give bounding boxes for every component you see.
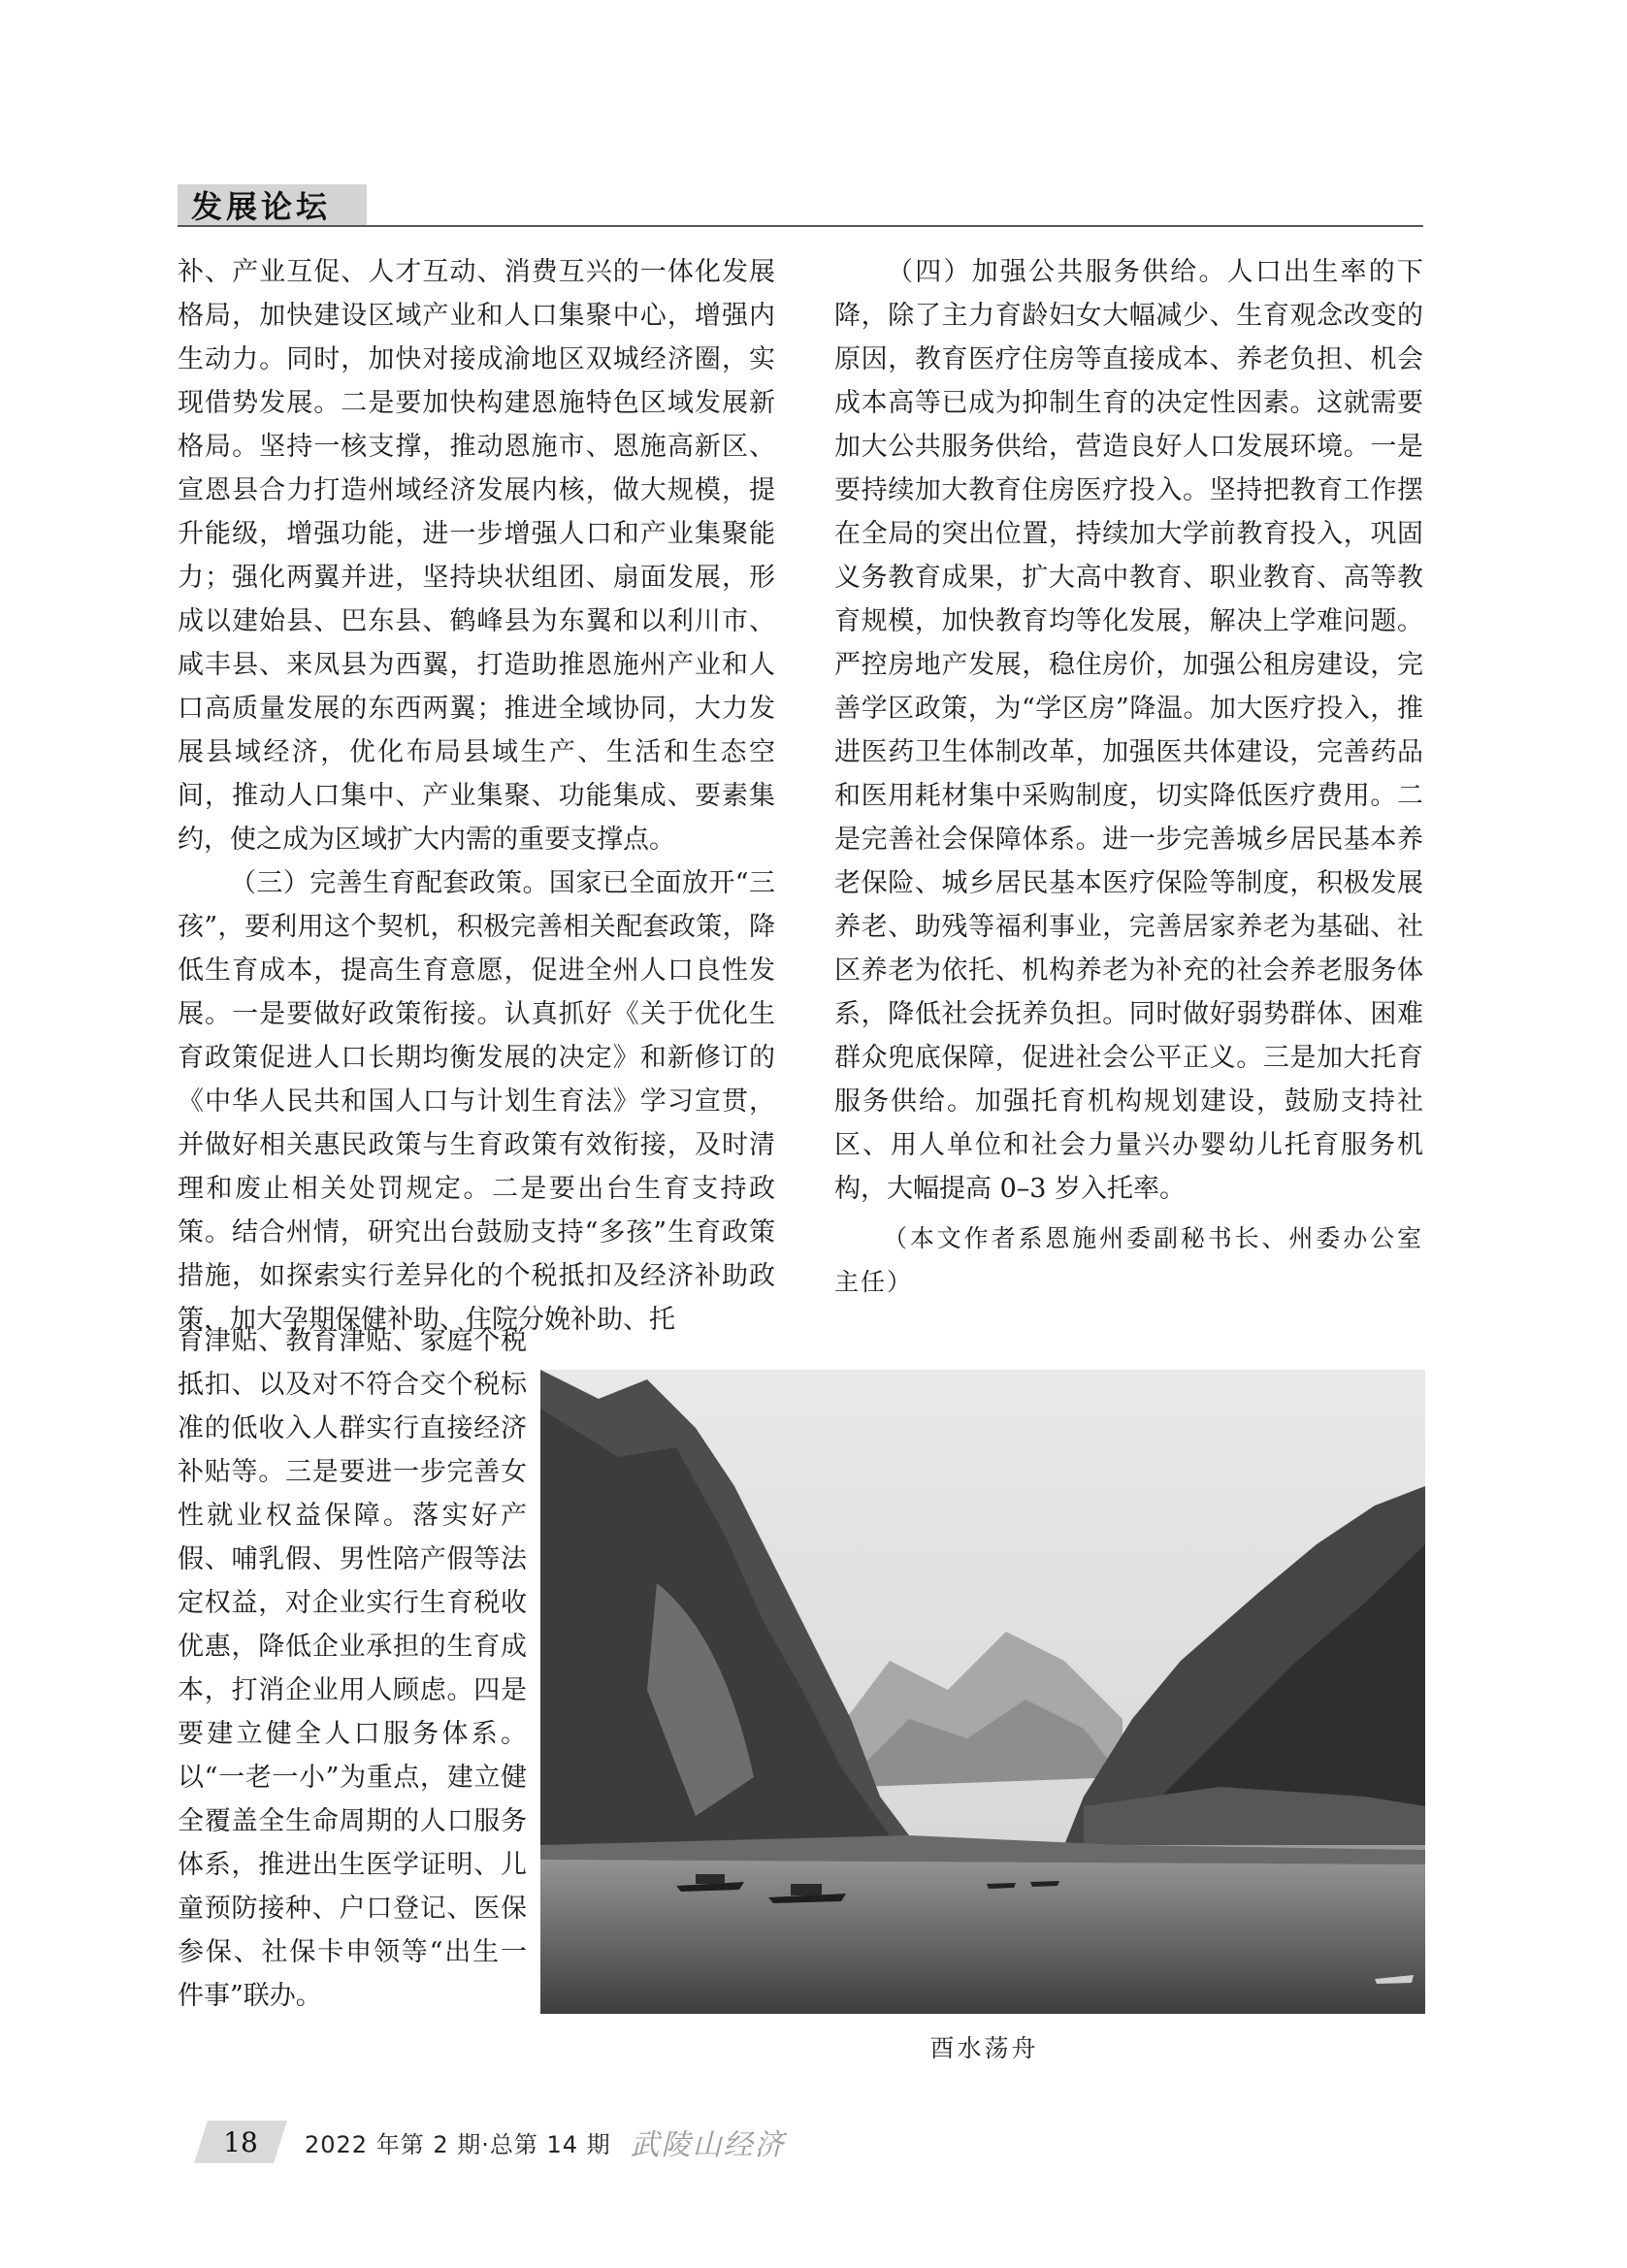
left-column <box>178 250 775 1342</box>
right-column <box>834 250 1423 1304</box>
paragraph: （四）加强公共服务供给。人口出生率的下降，除了主力育龄妇女大幅减少、生育观念改变的原因，教育医疗住房等直接成本、养老负担、机会成本高等已成为抑制生育的决定性因素。这就需要加大公共服务供给，营造良好人口发展环境。一是要持续加大教育住房医疗投入。坚持把教育工作摆在全局的突出位置，持续加大学前教育投入，巩固义务教育成果，扩大高中教育、职业教育、高等教育规模，加快教育均等化发展，解决上学难问题。严控房地产发展，稳住房价，加强公租房建设，完善学区政策，为“学区房”降温。加大医疗投入，推进医药卫生体制改革，加强医共体建设，完善药品和医用耗材集中采购制度，切实降低医疗费用。二是完善社会保障体系。进一步完善城乡居民基本养老保险、城乡居民基本医疗保险等制度，积极发展养老、助残等福利事业，完善居家养老为基础、社区养老为依托、机构养老为补充的社会养老服务体系，降低社会抚养负担。同时做好弱势群体、困难群众兜底保障，促进社会公平正义。三是加大托育服务供给。加强托育机构规划建设，鼓励支持社区、用人单位和社会力量兴办婴幼儿托育服务机构，大幅提高 0–3 岁入托率。 <box>834 257 1423 1204</box>
paragraph: 育津贴、教育津贴、家庭个税抵扣、以及对不符合交个税标准的低收入人群实行直接经济补贴等。三是要进一步完善女性就业权益保障。落实好产假、哺乳假、男性陪产假等法定权益，对企业实行生育税收优惠，降低企业承担的生育成本，打消企业用人顾虑。四是要建立健全人口服务体系。以“一老一小”为重点，建立健全覆盖全生命周期的人口服务体系，推进出生医学证明、儿童预防接种、户口登记、医保参保、社保卡申领等“出生一件事”联办。 <box>178 1326 527 2011</box>
issue-info: 2022 年第 2 期·总第 14 期 <box>305 2130 611 2158</box>
page-footer <box>194 2115 786 2169</box>
paragraph: 补、产业互促、人才互动、消费互兴的一体化发展格局，加快建设区域产业和人口集聚中心，增强内生动力。同时，加快对接成渝地区双城经济圈，实现借势发展。二是要加快构建恩施特色区域发展新格局。坚持一核支撑，推动恩施市、恩施高新区、宣恩县合力打造州域经济发展内核，做大规模，提升能级，增强功能，进一步增强人口和产业集聚能力；强化两翼并进，坚持块状组团、扇面发展，形成以建始县、巴东县、鹤峰县为东翼和以利川市、咸丰县、来凤县为西翼，打造助推恩施州产业和人口高质量发展的东西两翼；推进全域协同，大力发展县域经济，优化布局县域生产、生活和生态空间，推动人口集中、产业集聚、功能集成、要素集约，使之成为区域扩大内需的重要支撑点。 <box>178 257 775 855</box>
journal-logo: 武陵山经济 <box>630 2128 786 2162</box>
photo-caption: 酉水荡舟 <box>929 2034 1039 2062</box>
header-divider <box>178 225 1423 227</box>
author-note: （本文作者系恩施州委副秘书长、州委办公室主任） <box>834 1224 1423 1296</box>
section-title: 发展论坛 <box>178 184 367 225</box>
paragraph: （三）完善生育配套政策。国家已全面放开“三孩”，要利用这个契机，积极完善相关配套政策，降低生育成本，提高生育意愿，促进全州人口良性发展。一是要做好政策衔接。认真抓好《关于优化生育政策促进人口长期均衡发展的决定》和新修订的《中华人民共和国人口与计划生育法》学习宣贯，并做好相关惠民政策与生育政策有效衔接，及时清理和废止相关处罚规定。二是要出台生育支持政策。结合州情，研究出台鼓励支持“多孩”生育政策措施，如探索实行差异化的个税抵扣及经济补助政策，加大孕期保健补助、住院分娩补助、托 <box>178 868 775 1335</box>
river-photo-illustration <box>540 1370 1425 2014</box>
page-number-badge <box>194 2117 287 2167</box>
page-number: 18 <box>223 2125 258 2158</box>
left-column-wrap <box>178 1319 527 2018</box>
river-photo <box>540 1370 1425 2014</box>
